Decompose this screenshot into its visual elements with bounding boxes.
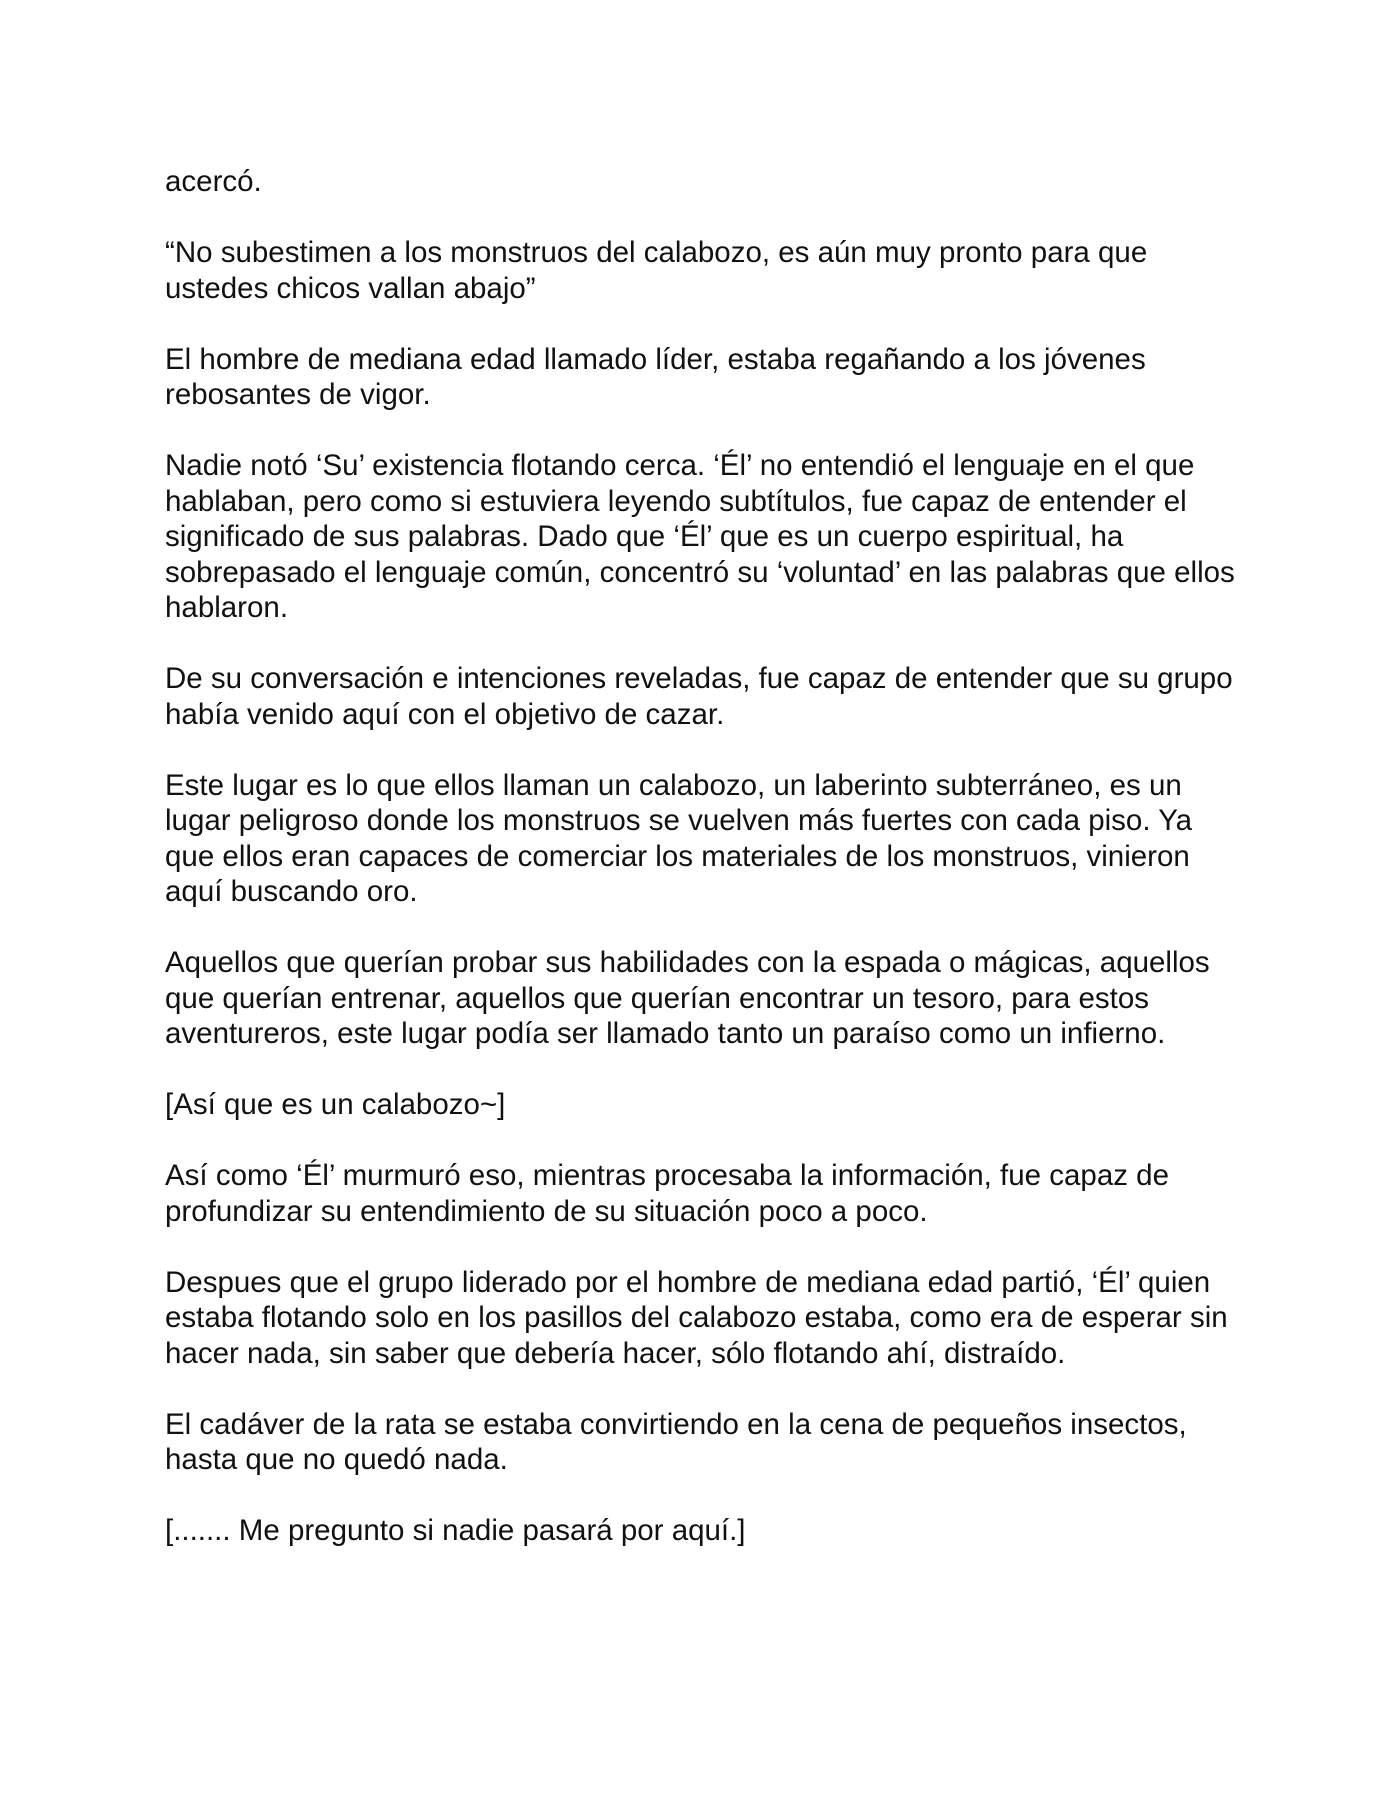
paragraph: [....... Me pregunto si nadie pasará por aquí.]: [165, 1514, 746, 1547]
paragraph: Este lugar es lo que ellos llaman un calabozo, un laberinto subterráneo, es un lugar peligroso donde los monstruos se vuelven más fuertes con cada piso. Ya que ellos eran capaces de comerciar los materiales de los monstruos, vinieron aquí buscando oro.: [165, 768, 1193, 908]
paragraph: El hombre de mediana edad llamado líder, estaba regañando a los jóvenes rebosantes de vigor.: [165, 342, 1146, 411]
document-body: [165, 164, 1245, 1584]
paragraph: “No subestimen a los monstruos del calabozo, es aún muy pronto para que ustedes chicos vallan abajo”: [165, 236, 1148, 305]
paragraph: acercó.: [165, 165, 262, 198]
paragraph: Despues que el grupo liderado por el hombre de mediana edad partió, ‘Él’ quien estaba flotando solo en los pasillos del calabozo estaba, como era de esperar sin hacer nada, sin saber que debería hacer, sólo flotando ahí, distraído.: [165, 1265, 1228, 1370]
paragraph: [Así que es un calabozo~]: [165, 1088, 506, 1121]
paragraph: Nadie notó ‘Su’ existencia flotando cerca. ‘Él’ no entendió el lenguaje en el que hablaban, pero como si estuviera leyendo subtítulos, fue capaz de entender el significado de sus palabras. Dado que ‘Él’ que es un cuerpo espiritual, ha sobrepasado el lenguaje común, concentró su ‘voluntad’ en las palabras que ellos hablaron.: [165, 449, 1235, 624]
paragraph: Aquellos que querían probar sus habilidades con la espada o mágicas, aquellos que querían entrenar, aquellos que querían encontrar un tesoro, para estos aventureros, este lugar podía ser llamado tanto un paraíso como un infierno.: [165, 946, 1210, 1050]
paragraph: De su conversación e intenciones reveladas, fue capaz de entender que su grupo había venido aquí con el objetivo de cazar.: [165, 662, 1233, 731]
paragraph: El cadáver de la rata se estaba convirtiendo en la cena de pequeños insectos, hasta que no quedó nada.: [165, 1407, 1187, 1476]
paragraph: Así como ‘Él’ murmuró eso, mientras procesaba la información, fue capaz de profundizar su entendimiento de su situación poco a poco.: [165, 1159, 1169, 1228]
